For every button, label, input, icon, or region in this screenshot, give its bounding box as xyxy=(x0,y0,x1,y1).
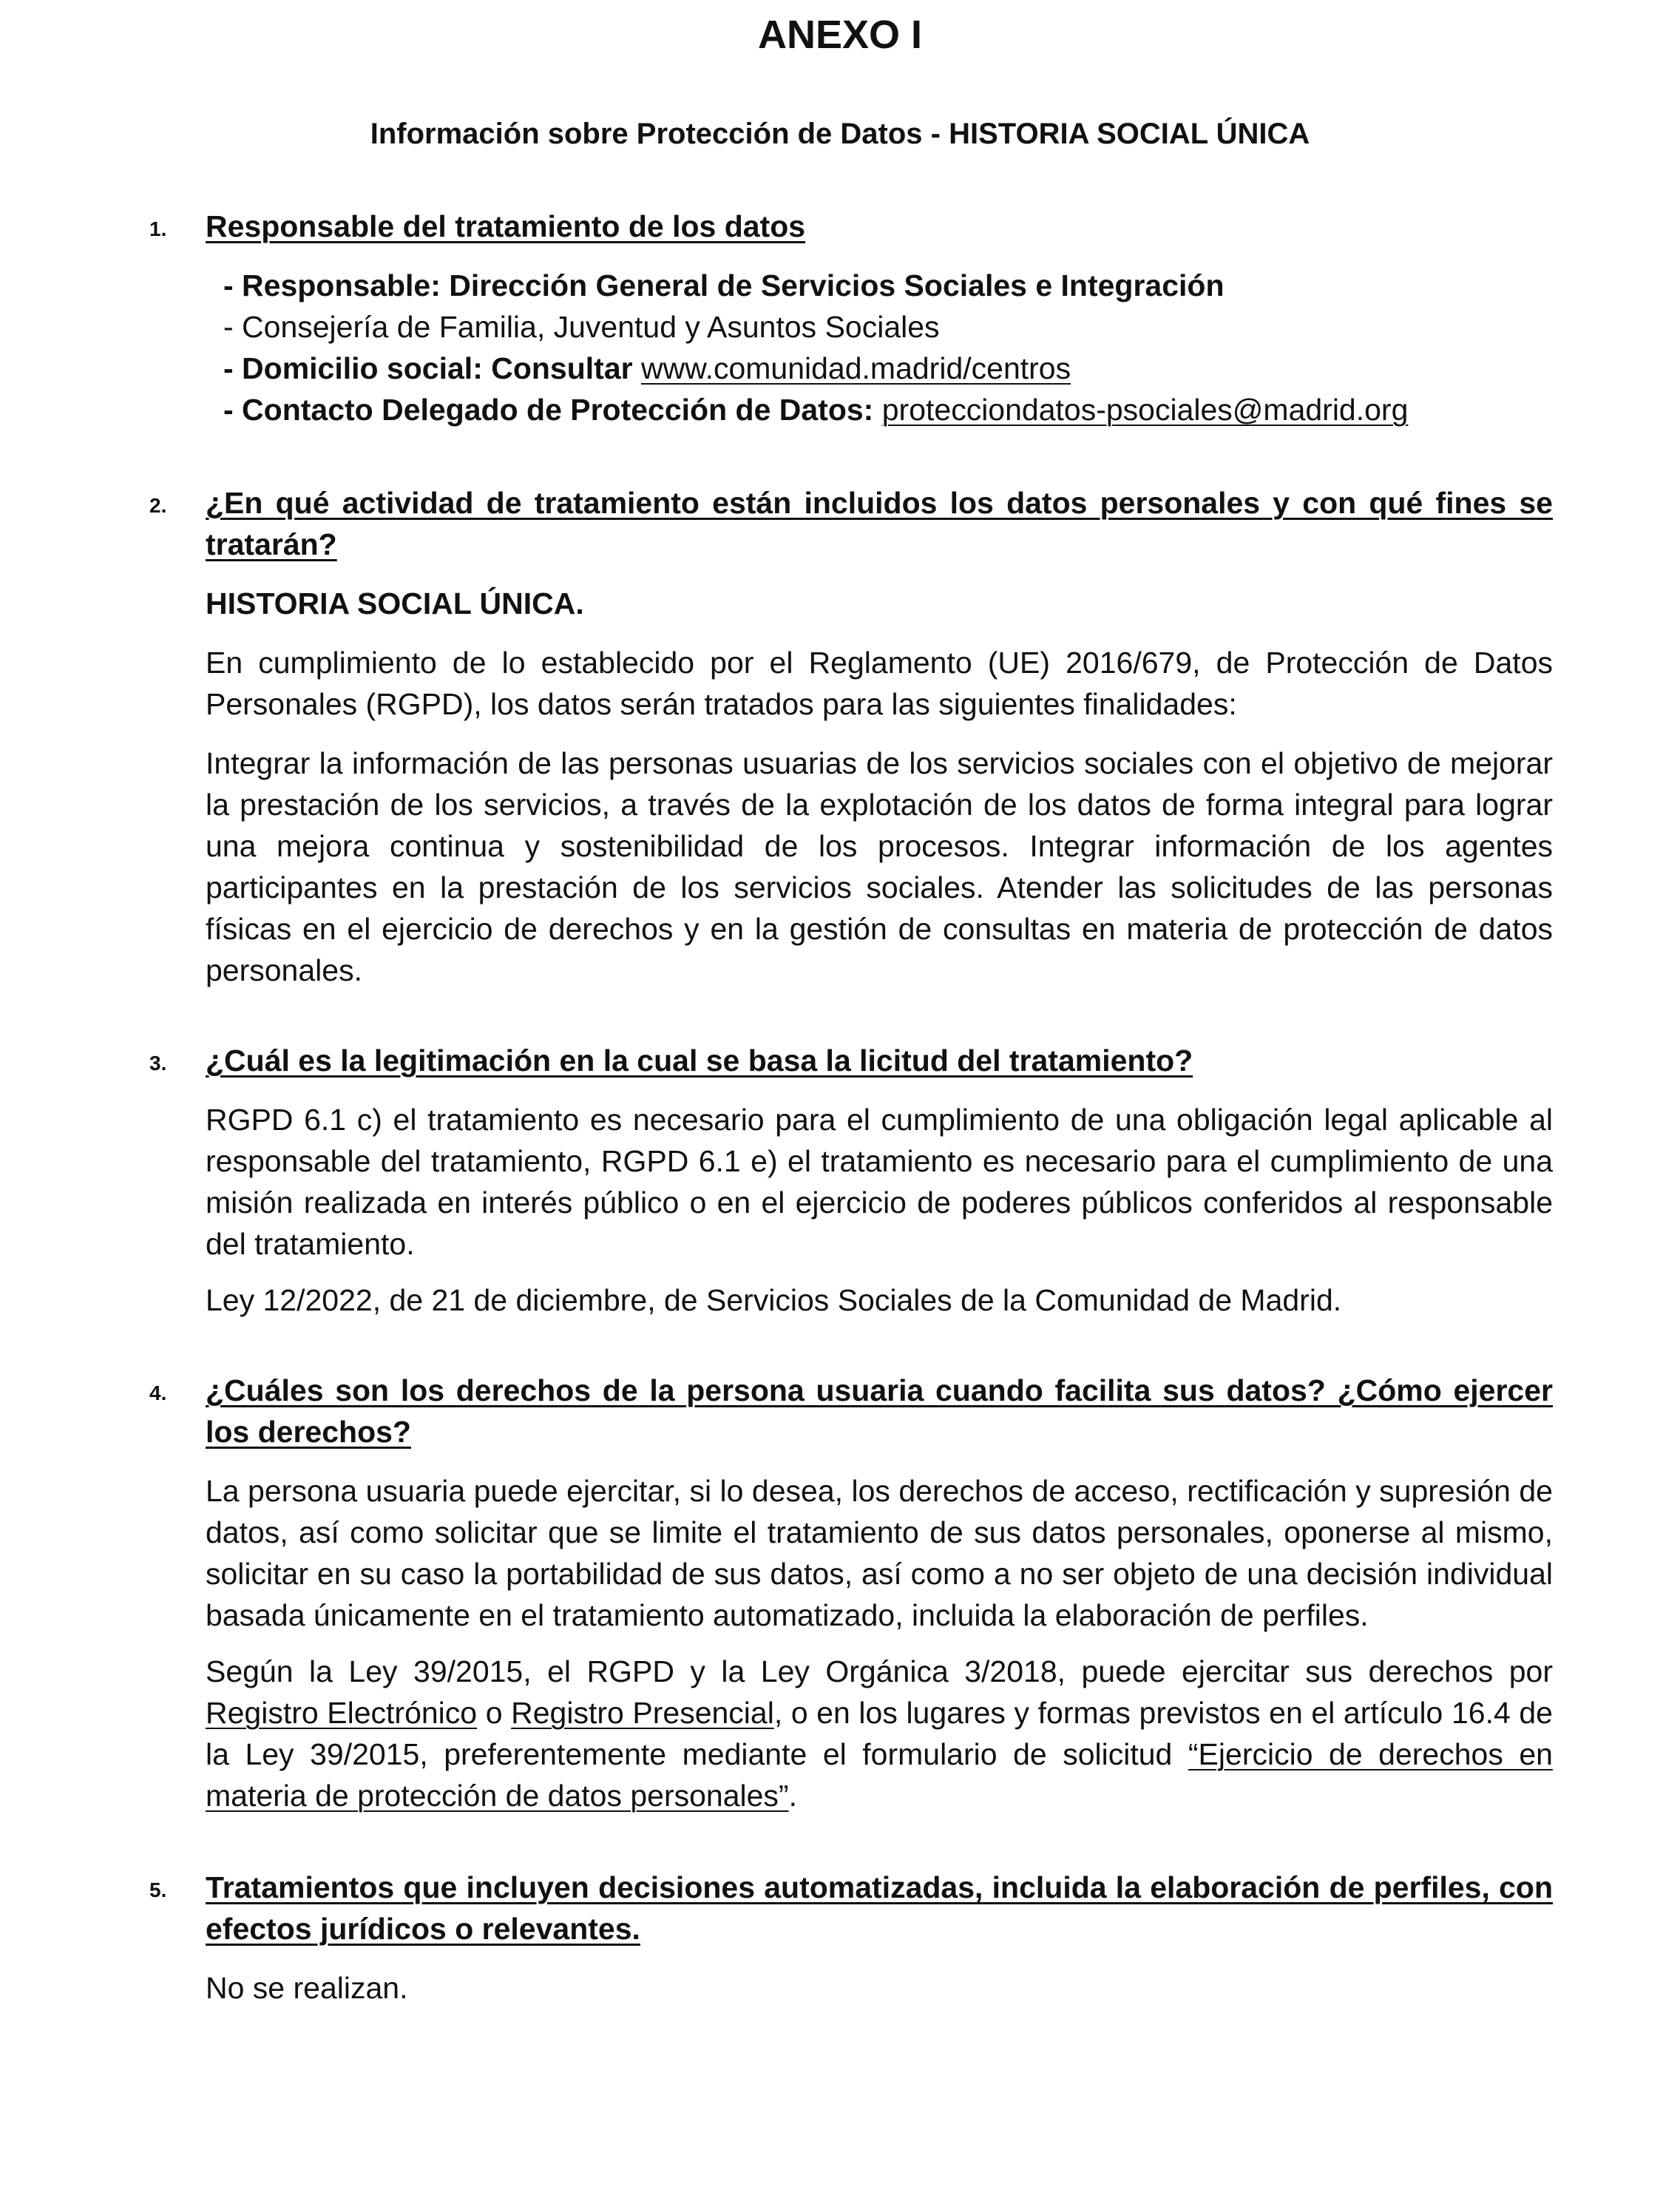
registro-presencial-link[interactable]: Registro Presencial xyxy=(511,1696,774,1730)
section-4-number: 4. xyxy=(149,1381,167,1404)
section-5-heading: Tratamientos que incluyen decisiones automatizadas, incluida la elaboración de perfiles, con efectos jurídicos o relevantes. xyxy=(206,1870,1553,1946)
section-1-heading: Responsable del tratamiento de los datos xyxy=(206,209,806,243)
section-1-number: 1. xyxy=(149,217,167,240)
dpd-email-link[interactable]: protecciondatos-psociales@madrid.org xyxy=(881,393,1409,427)
bullet-contacto-dpd: - Contacto Delegado de Protección de Datos: protecciondatos-psociales@madrid.org xyxy=(223,393,1409,427)
section-2-heading: ¿En qué actividad de tratamiento están incluidos los datos personales y con qué fines se tratarán? xyxy=(206,486,1553,561)
section-2-paragraph-2: Integrar la información de las personas usuarias de los servicios sociales con el objetivo de mejorar la prestación de los servicios, a través de la explotación de los datos de forma integral para lograr una mejora continua y sostenibilidad de los procesos. Integrar información de los agentes participantes en la prestación de los servicios sociales. Atender las solicitudes de las personas físicas en el ejercicio de derechos y en la gestión de consultas en materia de protección de datos personales. xyxy=(206,746,1553,987)
section-3-heading: ¿Cuál es la legitimación en la cual se basa la licitud del tratamiento? xyxy=(206,1044,1193,1078)
section-3-paragraph-2: Ley 12/2022, de 21 de diciembre, de Servicios Sociales de la Comunidad de Madrid. xyxy=(206,1283,1342,1317)
section-1-bullet-list xyxy=(223,265,1554,430)
section-2-subheading: HISTORIA SOCIAL ÚNICA. xyxy=(206,586,584,620)
bullet-domicilio: - Domicilio social: Consultar www.comunidad.madrid/centros xyxy=(223,351,1071,385)
centros-link[interactable]: www.comunidad.madrid/centros xyxy=(641,351,1071,385)
section-5-paragraph-1: No se realizan. xyxy=(206,1971,408,2005)
section-2-paragraph-1: En cumplimiento de lo establecido por el Reglamento (UE) 2016/679, de Protección de Datos Personales (RGPD), los datos serán tratados para las siguientes finalidades: xyxy=(206,646,1553,721)
section-2-number: 2. xyxy=(149,494,167,517)
registro-electronico-link[interactable]: Registro Electrónico xyxy=(206,1696,478,1730)
section-3-paragraph-1: RGPD 6.1 c) el tratamiento es necesario para el cumplimiento de una obligación legal aplicable al responsable del tratamiento, RGPD 6.1 e) el tratamiento es necesario para el cumplimiento de una misión realizada en interés público o en el ejercicio de poderes públicos conferidos al responsable del tratamiento. xyxy=(206,1103,1553,1261)
section-4-paragraph-1: La persona usuaria puede ejercitar, si lo desea, los derechos de acceso, rectificación y supresión de datos, así como solicitar que se limite el tratamiento de sus datos personales, oponerse al mismo, solicitar en su caso la portabilidad de sus datos, así como a no ser objeto de una decisión individual basada únicamente en el tratamiento automatizado, incluida la elaboración de perfiles. xyxy=(206,1474,1553,1632)
section-4-paragraph-2: Según la Ley 39/2015, el RGPD y la Ley Orgánica 3/2018, puede ejercitar sus derechos por Registro Electrónico o Registro Presencial, o en los lugares y formas previstos en el artículo 16.4 de la Ley 39/2015, preferentemente mediante el formulario de solicitud “Ejercicio de derechos en materia de protección de datos personales”. xyxy=(206,1654,1553,1813)
bullet-consejeria: - Consejería de Familia, Juventud y Asuntos Sociales xyxy=(223,310,940,344)
bullet-responsable: - Responsable: Dirección General de Servicios Sociales e Integración xyxy=(223,268,1225,302)
document-title: ANEXO I xyxy=(757,13,923,57)
section-4-heading: ¿Cuáles son los derechos de la persona usuaria cuando facilita sus datos? ¿Cómo ejercer los derechos? xyxy=(206,1373,1553,1449)
section-3-number: 3. xyxy=(149,1052,167,1075)
section-5-number: 5. xyxy=(149,1878,167,1901)
document-subtitle: Información sobre Protección de Datos - HISTORIA SOCIAL ÚNICA xyxy=(370,118,1310,150)
formulario-derechos-link[interactable]: “Ejercicio de derechos en materia de protección de datos personales” xyxy=(206,1737,1553,1813)
